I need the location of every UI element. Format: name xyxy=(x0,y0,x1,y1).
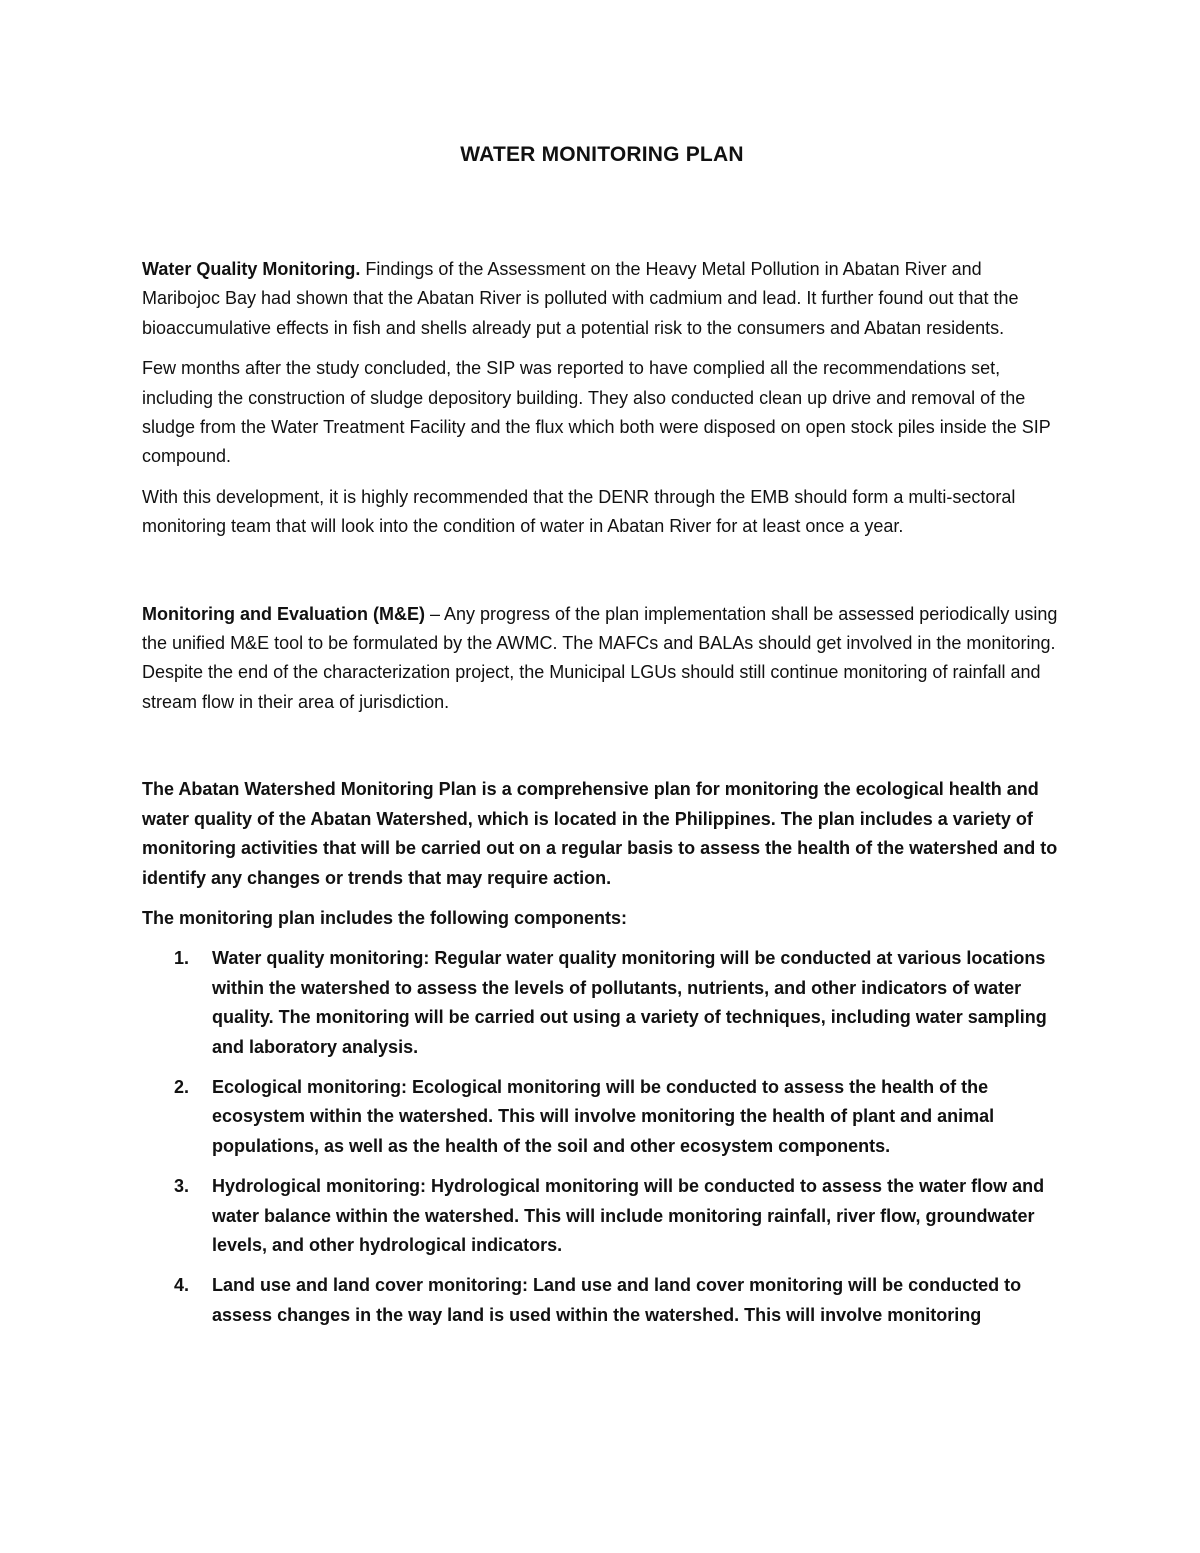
document-page xyxy=(142,140,1062,1341)
list-item-number: 1. xyxy=(174,948,190,969)
list-item xyxy=(142,1073,1062,1161)
list-item xyxy=(142,1172,1062,1260)
sip-compliance-paragraph: Few months after the study concluded, the SIP was reported to have complied all the recommendations set, including the construction of sludge depository building. They also conducted clean up drive and removal of the sludge from the Water Treatment Facility and the flux which both were disposed on open stock piles inside the SIP compound. xyxy=(142,358,1051,467)
water-quality-paragraph xyxy=(142,255,1062,343)
components-lead: The monitoring plan includes the following components: xyxy=(142,907,627,928)
list-item-text: Ecological monitoring: Ecological monitoring will be conducted to assess the health of the ecosystem within the watershed. This will involve monitoring the health of plant and animal populations, as well as the health of the soil and other ecosystem components. xyxy=(212,1076,995,1156)
me-paragraph xyxy=(142,600,1062,718)
list-item-number: 4. xyxy=(174,1275,190,1296)
list-item-text: Water quality monitoring: Regular water quality monitoring will be conducted at various locations within the watershed to assess the levels of pollutants, nutrients, and other indicators of water quality. The monitoring will be carried out using a variety of techniques, including water sampling and laboratory analysis. xyxy=(212,948,1047,1057)
list-item-text: Land use and land cover monitoring: Land use and land cover monitoring will be conducted to assess changes in the way land is used within the watershed. This will involve monitoring xyxy=(212,1275,1022,1325)
components-list xyxy=(142,944,1062,1330)
water-quality-text: Findings of the Assessment on the Heavy Metal Pollution in Abatan River and Maribojoc Bay had shown that the Abatan River is polluted with cadmium and lead. It further found out that the bioaccumulative effects in fish and shells already put a potential risk to the consumers and Abatan residents. xyxy=(142,259,1019,338)
list-item-number: 2. xyxy=(174,1076,190,1097)
me-heading: Monitoring and Evaluation (M&E) xyxy=(142,603,425,624)
list-item-text: Hydrological monitoring: Hydrological monitoring will be conducted to assess the water flow and water balance within the watershed. This will include monitoring rainfall, river flow, groundwater levels, and other hydrological indicators. xyxy=(212,1176,1045,1255)
watershed-plan-intro: The Abatan Watershed Monitoring Plan is a comprehensive plan for monitoring the ecological health and water quality of the Abatan Watershed, which is located in the Philippines. The plan includes a variety of monitoring activities that will be carried out on a regular basis to assess the health of the watershed and to identify any changes or trends that may require action. xyxy=(142,779,1058,888)
list-item xyxy=(142,944,1062,1062)
me-text: – Any progress of the plan implementation shall be assessed periodically using the unified M&E tool to be formulated by the AWMC. The MAFCs and BALAs should get involved in the monitoring. Despite the end of the characterization project, the Municipal LGUs should still continue monitoring of rainfall and stream flow in their area of jurisdiction. xyxy=(142,603,1058,712)
water-quality-heading: Water Quality Monitoring. xyxy=(142,259,361,279)
list-item xyxy=(142,1271,1062,1330)
recommendation-paragraph: With this development, it is highly recommended that the DENR through the EMB should form a multi-sectoral monitoring team that will look into the condition of water in Abatan River for at least once a year. xyxy=(142,486,1016,537)
document-title: WATER MONITORING PLAN xyxy=(460,143,744,166)
list-item-number: 3. xyxy=(174,1176,190,1197)
